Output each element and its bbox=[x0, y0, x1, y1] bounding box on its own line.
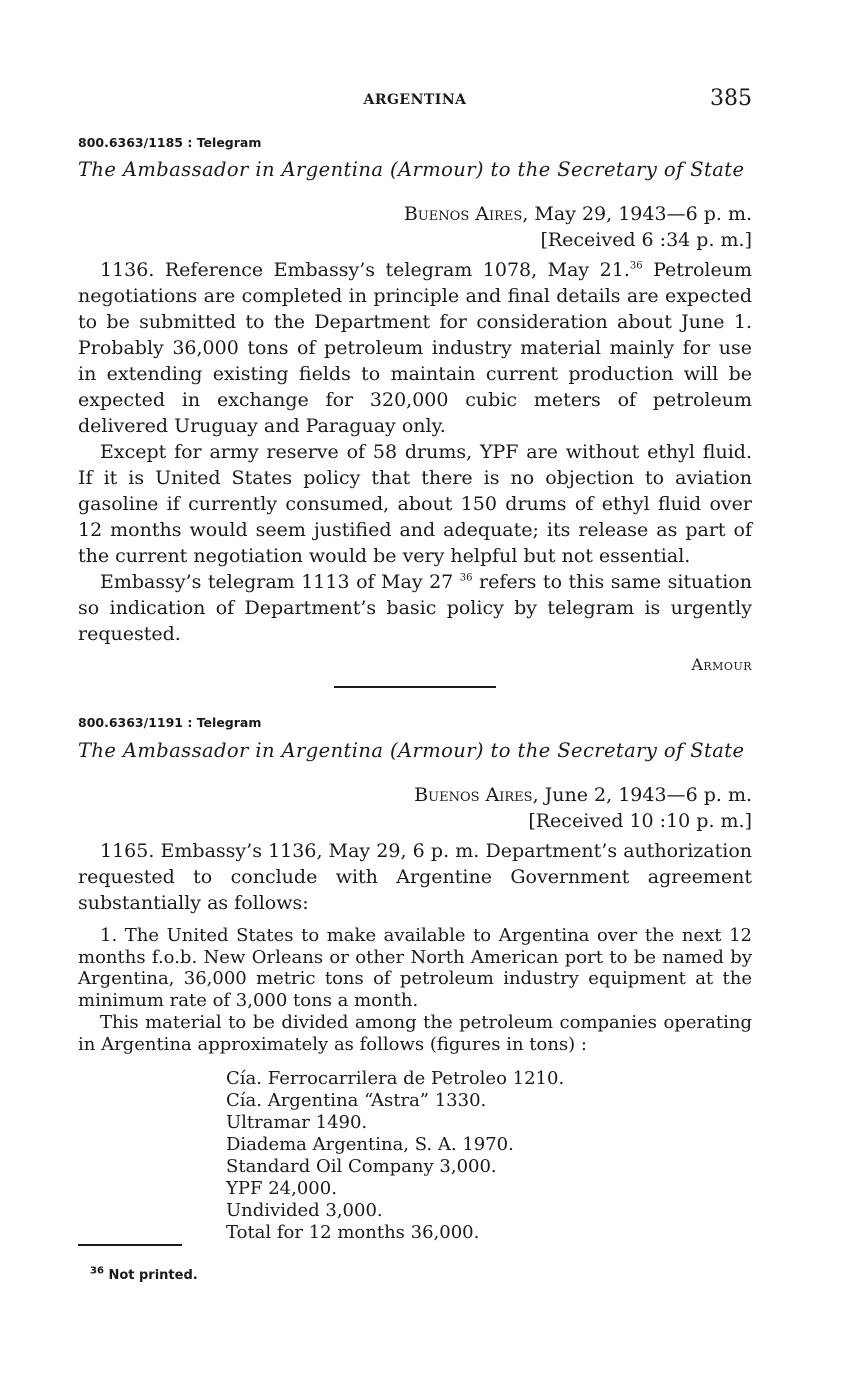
doc2-paragraph-2: 1. The United States to make available to Argentina over the next 12 months f.o.b. New Orleans or other North American port to be named by Argentina, 36,000 metric tons of petroleum industry equipment at the minimum rate of 3,000 tons a month. bbox=[78, 925, 752, 1011]
running-header bbox=[78, 86, 752, 114]
doc2-title: The Ambassador in Argentina (Armour) to the Secretary of State bbox=[78, 739, 745, 762]
list-item: Cía. Ferrocarrilera de Petroleo 1210. bbox=[226, 1068, 565, 1089]
section-divider bbox=[78, 686, 752, 688]
doc1-signature: Armour bbox=[691, 655, 752, 674]
footnote-ref: 36 bbox=[459, 572, 473, 584]
doc2-date: , June 2, 1943—6 p. m. bbox=[532, 784, 752, 806]
list-item: YPF 24,000. bbox=[226, 1178, 337, 1199]
footnote-mark: 36 bbox=[90, 1265, 104, 1277]
company-allocation-list bbox=[78, 1068, 752, 1244]
doc2-dateline bbox=[78, 782, 752, 808]
running-title: ARGENTINA bbox=[363, 92, 467, 108]
doc1-date: , May 29, 1943—6 p. m. bbox=[522, 203, 752, 225]
list-item: Diadema Argentina, S. A. 1970. bbox=[226, 1134, 514, 1155]
doc1-paragraph-2: Except for army reserve of 58 drums, YPF are without ethyl fluid. If it is United States policy that there is no objection to aviation gasoline if currently consumed, about 150 drums of ethyl fluid over 12 months would seem justified and adequate; its release as part of the current negotiation would be very helpful but not essential. bbox=[78, 441, 752, 567]
doc2-paragraph-3: This material to be divided among the petroleum companies operating in Argentina approximately as follows (figures in tons) : bbox=[78, 1012, 752, 1055]
doc2-place: Buenos Aires bbox=[414, 784, 533, 806]
doc2-agreement bbox=[78, 925, 752, 1055]
doc2-file-id: 800.6363/1191 : Telegram bbox=[78, 715, 262, 730]
doc1-body bbox=[78, 257, 752, 647]
list-item: Ultramar 1490. bbox=[226, 1112, 368, 1133]
list-item: Standard Oil Company 3,000. bbox=[226, 1156, 497, 1177]
list-item: Undivided 3,000. bbox=[226, 1200, 383, 1221]
doc1-place: Buenos Aires bbox=[403, 203, 523, 225]
footnote-ref: 36 bbox=[629, 260, 643, 272]
doc1-paragraph-1: 1136. Reference Embassy’s telegram 1078, May 21.36 Petroleum negotiations are completed in principle and final details are expected to be submitted to the Department for consideration about June 1. Probably 36,000 tons of petroleum industry material mainly for use in extending existing fields to maintain current production will be expected in exchange for 320,000 cubic meters of petroleum delivered Uruguay and Paraguay only. bbox=[78, 259, 752, 437]
page-number: 385 bbox=[710, 86, 752, 111]
doc1-file-id: 800.6363/1185 : Telegram bbox=[78, 135, 262, 150]
doc2-body bbox=[78, 838, 752, 916]
doc1-title: The Ambassador in Argentina (Armour) to the Secretary of State bbox=[78, 158, 745, 181]
doc2-received: [Received 10 :10 p. m.] bbox=[528, 810, 752, 832]
doc2-paragraph-1: 1165. Embassy’s 1136, May 29, 6 p. m. Department’s authorization requested to conclude with Argentine Government agreement substantially as follows: bbox=[78, 840, 752, 914]
doc1-dateline bbox=[78, 201, 752, 227]
footnote-rule bbox=[78, 1244, 752, 1246]
list-item: Cía. Argentina “Astra” 1330. bbox=[226, 1090, 487, 1111]
doc1-paragraph-3: Embassy’s telegram 1113 of May 27 $^{36}$ refers to this same situation so indication of Department’s basic policy by telegram is urgently requested. bbox=[78, 571, 752, 645]
doc1-received: [Received 6 :34 p. m.] bbox=[540, 229, 752, 251]
footnote-text: Not printed. bbox=[103, 1268, 198, 1283]
list-item: Total for 12 months 36,000. bbox=[226, 1222, 480, 1243]
footnote bbox=[78, 1264, 752, 1283]
